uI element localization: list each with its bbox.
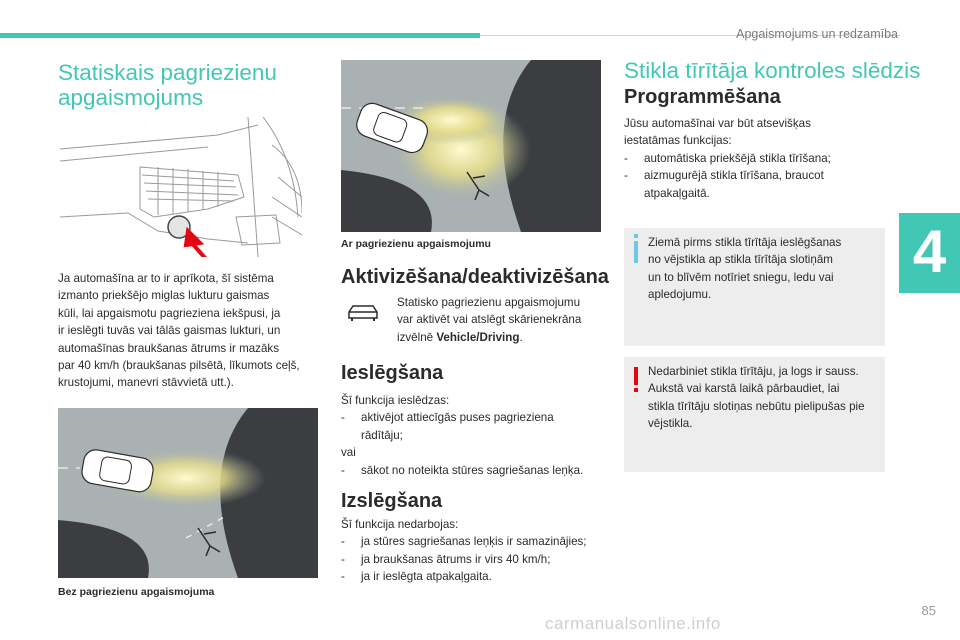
switch-on-title: Ieslēgšana bbox=[341, 362, 444, 384]
activation-title: Aktivizēšana/deaktivizēšana bbox=[341, 266, 609, 288]
left-title-line1: Statiskais pagriezienu bbox=[58, 60, 277, 85]
info-line: no vējstikla ap stikla tīrītāja slotiņām bbox=[648, 253, 833, 267]
list-dash: - bbox=[341, 535, 345, 549]
intro-line: izmanto priekšējo miglas lukturu gaismas bbox=[58, 289, 270, 303]
intro-line: Ja automašīna ar to ir aprīkota, šī sistēma bbox=[58, 272, 274, 285]
programming-title: Programmēšana bbox=[624, 86, 781, 108]
list-item: - ja stūres sagriešanas leņķis ir samazinājies; bbox=[341, 533, 611, 550]
left-intro-text bbox=[58, 270, 318, 392]
activation-line bbox=[397, 329, 607, 346]
programming-intro: iestatāmas funkcijas: bbox=[624, 134, 732, 148]
info-line: apledojumu. bbox=[648, 288, 712, 302]
activation-line: var aktivēt vai atslēgt skārienekrāna bbox=[397, 313, 582, 327]
warning-icon-dot bbox=[634, 388, 638, 392]
red-arrow-icon bbox=[186, 231, 206, 257]
intro-line: automašīnas braukšanas ātrums ir mazāks bbox=[58, 341, 280, 355]
list-dash: - bbox=[341, 411, 345, 425]
section-title: Apgaismojums un redzamība bbox=[736, 27, 898, 41]
activation-suffix: . bbox=[519, 330, 523, 344]
list-dash: - bbox=[341, 463, 345, 477]
warning-line: Aukstā vai karstā laikā pārbaudiet, lai bbox=[648, 382, 840, 396]
switch-off-text bbox=[341, 516, 611, 586]
programming-intro: Jūsu automašīnai var būt atsevišķas bbox=[624, 117, 811, 130]
info-note-text bbox=[648, 234, 882, 304]
list-dash: - bbox=[341, 552, 345, 566]
road-scene-with bbox=[341, 60, 601, 232]
road-scene-without bbox=[58, 408, 318, 578]
car-icon bbox=[345, 302, 381, 324]
switch-on-intro: Šī funkcija ieslēdzas: bbox=[341, 394, 450, 407]
warning-note-text bbox=[648, 363, 884, 433]
header-accent-bar bbox=[0, 33, 480, 38]
list-item: rādītāju; bbox=[361, 428, 403, 442]
switch-off-intro: Šī funkcija nedarbojas: bbox=[341, 518, 459, 531]
list-item: - ja braukšanas ātrums ir virs 40 km/h; bbox=[341, 551, 611, 568]
intro-line: ir ieslēgti tuvās vai tālās gaismas lukturi, un bbox=[58, 324, 281, 338]
car-outline-icon bbox=[345, 302, 381, 324]
activation-text bbox=[397, 294, 607, 346]
illustration-with-cornering bbox=[341, 60, 601, 232]
page-number: 85 bbox=[921, 603, 936, 618]
warning-line: vējstikla. bbox=[648, 417, 693, 431]
warning-line: Nedarbiniet stikla tīrītāju, ja logs ir sauss. bbox=[648, 365, 859, 378]
intro-line: krustojumi, manevri stāvvietā utt.). bbox=[58, 376, 234, 390]
list-dash: - bbox=[341, 570, 345, 584]
activation-prefix: izvēlnē bbox=[397, 330, 437, 344]
intro-line: par 40 km/h (braukšanas pilsētā, līkumots ceļš, bbox=[58, 359, 300, 373]
fog-lamp-illustration bbox=[58, 117, 302, 257]
warning-line: stikla tīrītāju slotiņas nebūtu pielipušas pie bbox=[648, 399, 865, 413]
intro-line: kūli, lai apgaismotu pagrieziena iekšpusi, ja bbox=[58, 306, 281, 320]
list-item: - ja ir ieslēgta atpakaļgaita. bbox=[341, 568, 611, 585]
warning-icon bbox=[634, 367, 638, 385]
switch-off-title: Izslēgšana bbox=[341, 490, 443, 512]
car-front-drawing bbox=[58, 117, 302, 257]
list-item: - automātiska priekšējā stikla tīrīšana; bbox=[624, 150, 884, 167]
info-icon bbox=[634, 234, 638, 238]
left-title bbox=[58, 60, 277, 110]
caption-with: Ar pagriezienu apgaismojumu bbox=[341, 238, 491, 250]
info-line: un to blīvēm notīriet sniegu, ledu vai bbox=[648, 270, 834, 284]
menu-name: Vehicle/Driving bbox=[436, 330, 520, 344]
list-item: - aizmugurējā stikla tīrīšana, braucot bbox=[624, 167, 884, 184]
switch-on-text bbox=[341, 392, 611, 479]
list-item: - sākot no noteikta stūres sagriešanas leņķa. bbox=[341, 462, 611, 479]
illustration-without-cornering bbox=[58, 408, 318, 578]
left-title-line2: apgaismojums bbox=[58, 85, 204, 110]
or-text: vai bbox=[341, 446, 356, 460]
programming-text bbox=[624, 115, 884, 202]
info-icon-bar bbox=[634, 241, 638, 263]
info-note bbox=[624, 228, 885, 346]
list-dash: - bbox=[624, 169, 628, 183]
caption-without: Bez pagriezienu apgaismojuma bbox=[58, 586, 215, 598]
wiper-title: Stikla tīrītāja kontroles slēdzis bbox=[624, 58, 921, 83]
watermark: carmanualsonline.info bbox=[545, 614, 721, 633]
info-line: Ziemā pirms stikla tīrītāja ieslēgšanas bbox=[648, 236, 842, 249]
list-item: - aktivējot attiecīgās puses pagrieziena bbox=[341, 409, 611, 426]
list-dash: - bbox=[624, 151, 628, 165]
warning-note bbox=[624, 357, 885, 472]
activation-line: Statisko pagriezienu apgaismojumu bbox=[397, 296, 581, 309]
chapter-number: 4 bbox=[912, 218, 947, 285]
list-item: atpakaļgaitā. bbox=[644, 186, 710, 200]
